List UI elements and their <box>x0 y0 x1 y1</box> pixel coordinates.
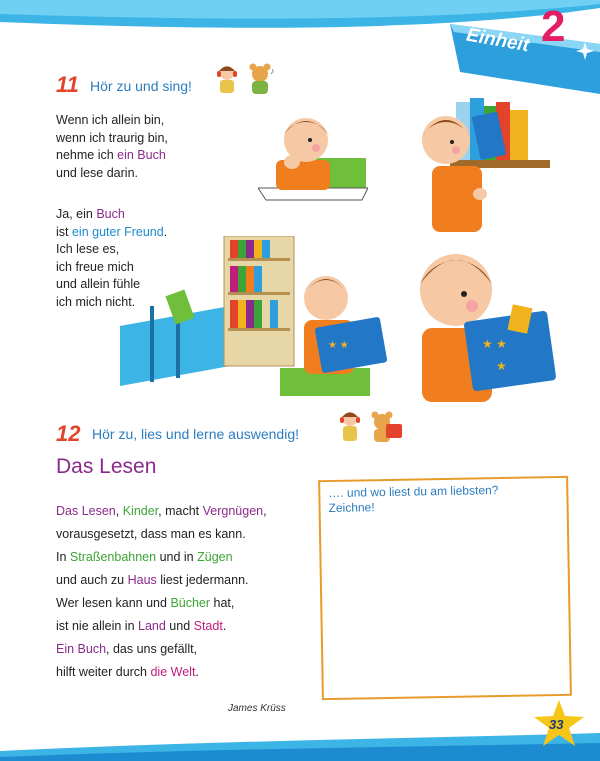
line-text: und in <box>156 550 198 564</box>
highlighted-word: Bücher <box>170 596 211 610</box>
boy-reading-closeup-illustration <box>412 236 562 402</box>
line-text: hilft weiter durch <box>56 665 151 679</box>
line-text: , macht <box>158 504 203 518</box>
drawing-box[interactable] <box>318 476 572 700</box>
highlighted-word: ein Buch <box>117 148 166 162</box>
poem-das-lesen <box>56 500 267 684</box>
svg-text:★ ★: ★ ★ <box>482 337 507 351</box>
poem-title: Das Lesen <box>56 455 157 478</box>
poem-line <box>56 638 267 661</box>
line-text: und lese darin. <box>56 165 139 180</box>
boy-bookshelf-illustration <box>410 96 550 236</box>
bottom-wave <box>0 711 600 761</box>
poem-line <box>56 112 168 130</box>
unit-label: Einheit <box>464 24 531 57</box>
line-text: . <box>222 619 227 633</box>
poem-line <box>56 523 267 546</box>
highlighted-word: Zügen <box>197 550 233 564</box>
highlighted-word: Haus <box>127 573 157 587</box>
line-text: hat, <box>210 596 235 610</box>
line-text: und auch zu <box>56 573 128 587</box>
line-text: In <box>56 550 70 564</box>
exercise-11-title: Hör zu und sing! <box>90 78 192 94</box>
poem-line <box>56 147 168 165</box>
line-text: vorausgesetzt, dass man es kann. <box>56 527 246 541</box>
exercise-12-title: Hör zu, lies und lerne auswendig! <box>92 426 300 442</box>
stars-icon <box>576 42 594 60</box>
line-text: . <box>163 224 168 239</box>
poem-author: James Krüss <box>228 703 286 714</box>
highlighted-word: ein guter Freund <box>71 224 164 239</box>
poem-line <box>56 592 267 615</box>
highlighted-word: Vergnügen <box>202 504 264 518</box>
reading-bear-icon <box>368 410 404 444</box>
poem-line <box>56 569 267 592</box>
poem-line <box>56 130 168 148</box>
exercise-11-number: 11 <box>56 72 79 97</box>
poem-line <box>56 500 267 523</box>
poem-line <box>56 165 168 183</box>
drawing-prompt: …. und wo liest du am liebsten? Zeichne! <box>328 483 499 516</box>
boy-thinking-illustration <box>258 100 368 210</box>
page-number: 33 <box>549 717 564 732</box>
svg-text:★ ★: ★ ★ <box>328 340 349 351</box>
line-text: ich mich nicht. <box>56 294 136 309</box>
poem-stanza-1 <box>56 112 168 182</box>
highlighted-word: Straßenbahnen <box>69 550 157 564</box>
exercise-12-number: 12 <box>56 421 81 446</box>
line-text: und allein fühle <box>56 277 141 291</box>
highlighted-word: Buch <box>96 207 125 221</box>
line-text: Wenn ich allein bin, <box>56 113 165 127</box>
poem-line <box>56 661 267 684</box>
highlighted-word: Stadt <box>193 619 223 633</box>
line-text: Ja, ein <box>56 207 97 221</box>
highlighted-word: die Welt <box>150 665 196 679</box>
svg-text:♪: ♪ <box>270 66 275 76</box>
highlighted-word: Land <box>138 619 166 633</box>
line-text: ist <box>56 224 72 239</box>
line-text: ist nie allein in <box>56 619 138 633</box>
listening-boy-icon <box>337 410 363 442</box>
line-text: , <box>115 504 123 518</box>
line-text: , das uns gefällt, <box>106 642 198 656</box>
line-text: nehme ich <box>56 148 118 162</box>
line-text: Ich lese es, <box>56 242 120 256</box>
svg-text:★: ★ <box>496 359 507 373</box>
line-text: liest jedermann. <box>156 573 249 587</box>
highlighted-word: Ein Buch <box>56 642 107 656</box>
singing-bear-icon <box>243 62 277 96</box>
line-text: und <box>165 619 194 633</box>
library-illustration <box>120 236 390 396</box>
poem-line <box>56 615 267 638</box>
highlighted-word: Das Lesen <box>56 504 116 518</box>
line-text: . <box>195 665 199 679</box>
highlighted-word: Kinder <box>122 504 159 518</box>
line-text: , <box>263 504 267 518</box>
listening-boy-icon <box>214 64 240 94</box>
unit-number: 2 <box>541 2 566 51</box>
line-text: Wer lesen kann und <box>56 596 171 610</box>
line-text: ich freue mich <box>56 259 134 274</box>
line-text: wenn ich traurig bin, <box>56 130 168 145</box>
poem-line <box>56 206 167 224</box>
poem-line <box>56 546 267 569</box>
